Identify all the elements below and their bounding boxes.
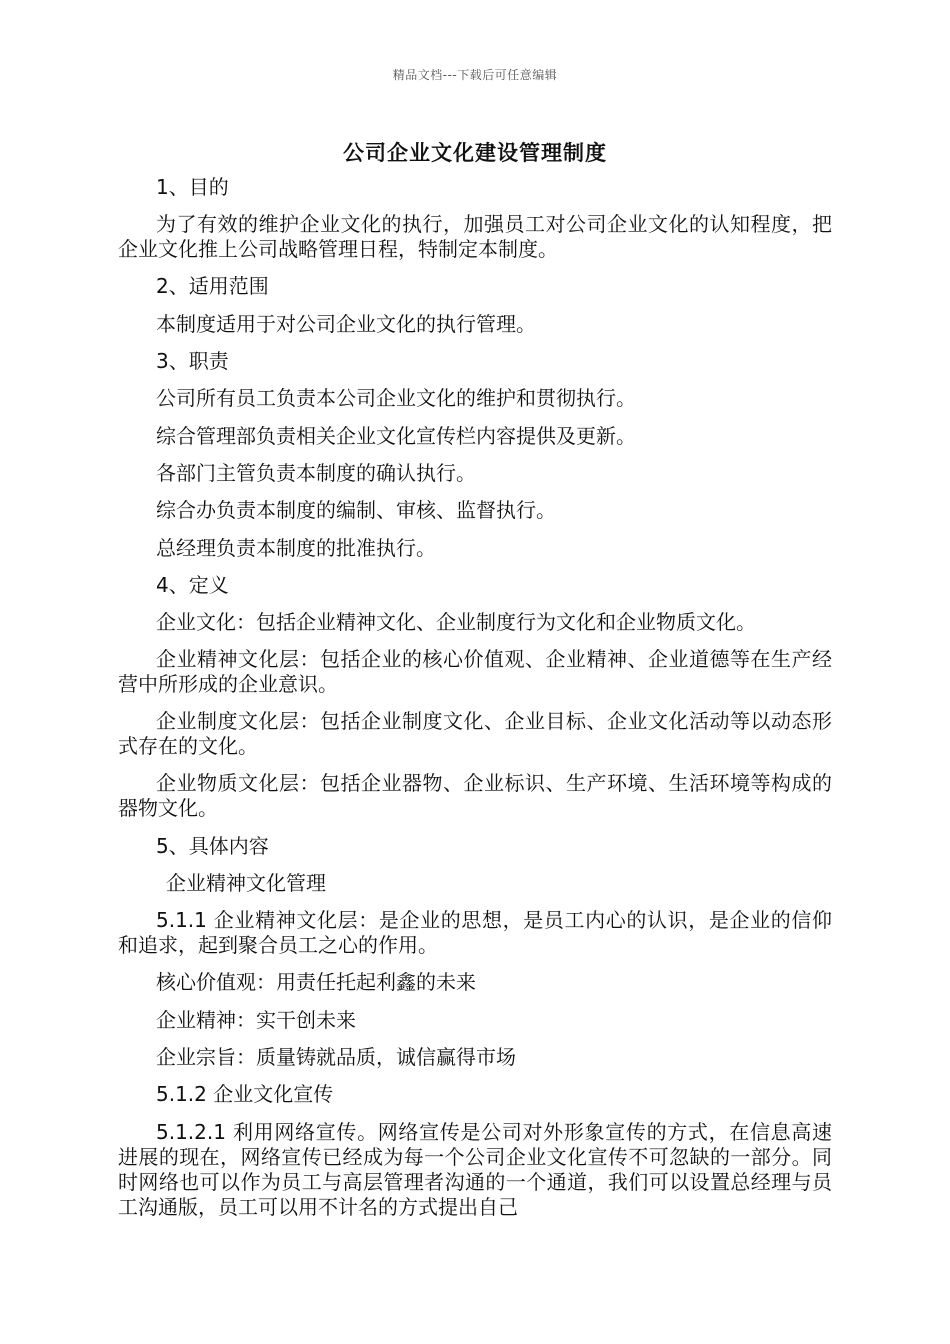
paragraph-definition-4: 企业物质文化层：包括企业器物、企业标识、生产环境、生活环境等构成的器物文化。 <box>118 771 832 820</box>
section-heading-4: 4、定义 <box>156 573 229 597</box>
paragraph-core-values: 核心价值观：用责任托起利鑫的未来 <box>156 970 476 994</box>
header-note: 精品文档---下载后可任意编辑 <box>392 68 558 82</box>
subsection-heading-5-1-2: 5.1.2 企业文化宣传 <box>156 1082 334 1106</box>
paragraph-enterprise-purpose: 企业宗旨：质量铸就品质，诚信赢得市场 <box>156 1045 516 1069</box>
paragraph-scope: 本制度适用于对公司企业文化的执行管理。 <box>156 312 536 336</box>
paragraph-duty-2: 综合管理部负责相关企业文化宣传栏内容提供及更新。 <box>156 424 636 448</box>
paragraph-definition-3: 企业制度文化层：包括企业制度文化、企业目标、企业文化活动等以动态形式存在的文化。 <box>118 709 832 758</box>
subsection-heading-5-1: 企业精神文化管理 <box>166 871 326 895</box>
section-heading-1: 1、目的 <box>156 175 229 199</box>
document-title: 公司企业文化建设管理制度 <box>343 141 607 165</box>
paragraph-5-1-2-1: 5.1.2.1 利用网络宣传。网络宣传是公司对外形象宣传的方式，在信息高速进展的现在，网络宣传已经成为每一个公司企业文化宣传不可忽缺的一部分。同时网络也可以作为员工与高层管理者沟通的一个通道，我们可以设置总经理与员工沟通版，员工可以用不计名的方式提出自己 <box>118 1120 832 1219</box>
section-heading-2: 2、适用范围 <box>156 274 269 298</box>
paragraph-definition-1: 企业文化：包括企业精神文化、企业制度行为文化和企业物质文化。 <box>156 610 756 634</box>
paragraph-5-1-1: 5.1.1 企业精神文化层：是企业的思想，是员工内心的认识，是企业的信仰和追求，起到聚合员工之心的作用。 <box>118 908 832 957</box>
paragraph-definition-2: 企业精神文化层：包括企业的核心价值观、企业精神、企业道德等在生产经营中所形成的企业意识。 <box>118 647 832 696</box>
paragraph-purpose: 为了有效的维护企业文化的执行，加强员工对公司企业文化的认知程度，把企业文化推上公司战略管理日程，特制定本制度。 <box>118 212 832 261</box>
section-heading-3: 3、职责 <box>156 349 229 373</box>
paragraph-enterprise-spirit: 企业精神：实干创未来 <box>156 1008 356 1032</box>
section-heading-5: 5、具体内容 <box>156 834 269 858</box>
paragraph-duty-4: 综合办负责本制度的编制、审核、监督执行。 <box>156 498 556 522</box>
paragraph-duty-1: 公司所有员工负责本公司企业文化的维护和贯彻执行。 <box>156 386 636 410</box>
paragraph-duty-3: 各部门主管负责本制度的确认执行。 <box>156 461 476 485</box>
paragraph-duty-5: 总经理负责本制度的批准执行。 <box>156 536 436 560</box>
